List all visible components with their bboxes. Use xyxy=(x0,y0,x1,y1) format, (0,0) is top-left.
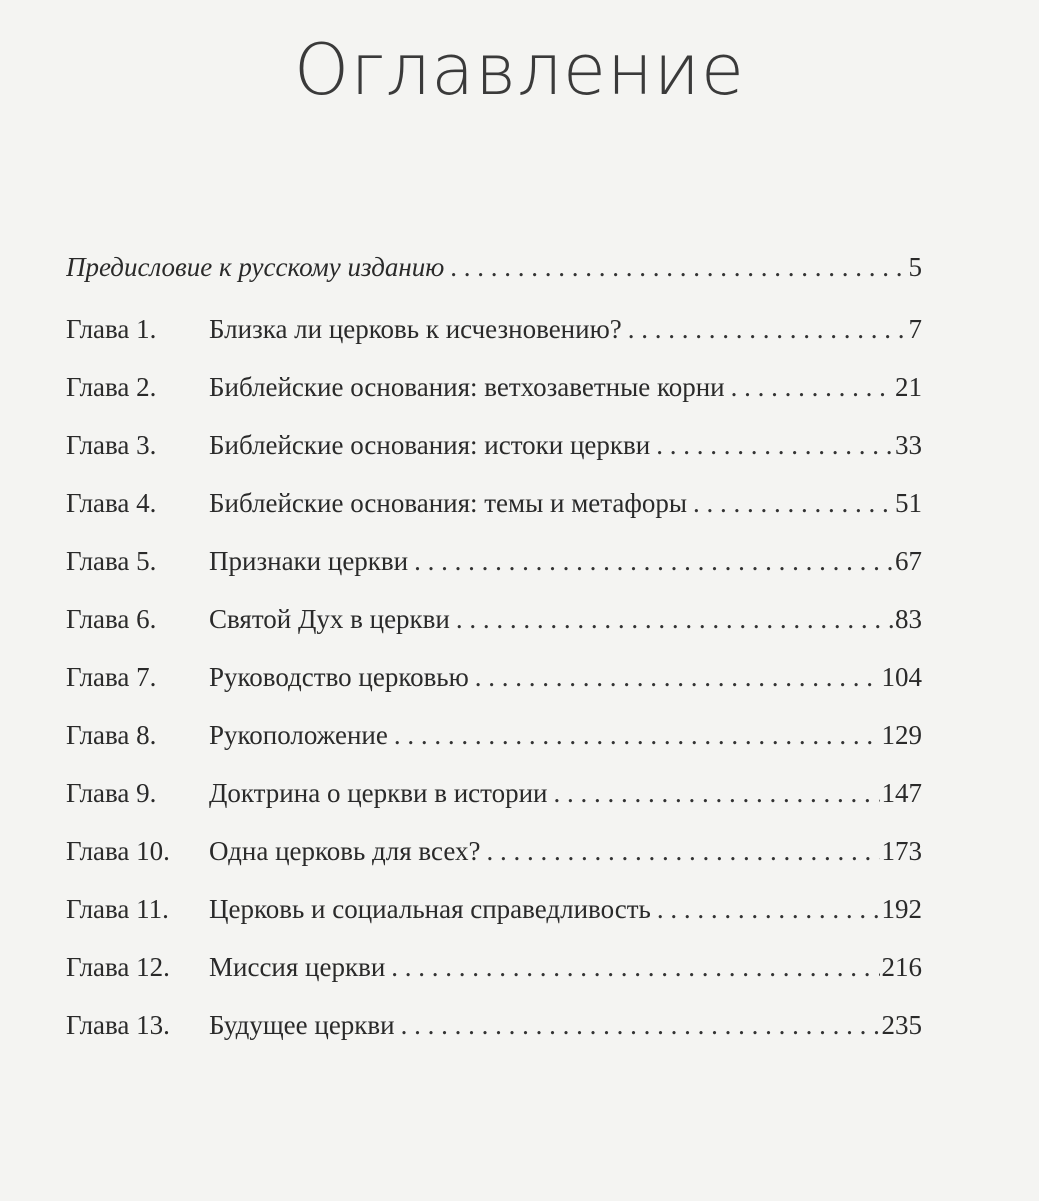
toc-entry xyxy=(66,778,922,836)
dot-leader xyxy=(553,778,879,809)
toc-entry-title: Церковь и социальная справедливость xyxy=(209,894,651,924)
toc-entry-title: Миссия церкви xyxy=(209,952,386,982)
toc-entry-title: Близка ли церковь к исчезновению? xyxy=(209,314,622,344)
toc-entry-title: Одна церковь для всех? xyxy=(209,836,481,866)
dot-leader xyxy=(656,430,893,461)
toc-entry xyxy=(66,314,922,372)
toc-entry-number: Глава 13. xyxy=(66,1010,170,1040)
toc-entry xyxy=(66,372,922,430)
table-of-contents xyxy=(66,252,922,1068)
dot-leader xyxy=(394,720,880,751)
toc-entry-page: 192 xyxy=(881,894,922,924)
dot-leader xyxy=(414,546,893,577)
toc-entry xyxy=(66,952,922,1010)
toc-entry xyxy=(66,1010,922,1068)
page-title: Оглавление xyxy=(294,29,745,111)
toc-entry-title: Библейские основания: ветхозаветные корни xyxy=(209,372,725,402)
toc-entry-title: Святой Дух в церкви xyxy=(209,604,450,634)
toc-entry-title: Руководство церковью xyxy=(209,662,469,692)
toc-entry-preface xyxy=(66,252,922,314)
toc-entry-title: Доктрина о церкви в истории xyxy=(209,778,548,808)
toc-entry-number: Глава 2. xyxy=(66,372,157,402)
toc-entry xyxy=(66,836,922,894)
dot-leader xyxy=(657,894,880,925)
toc-entry-page: 147 xyxy=(881,778,922,808)
toc-entry-number: Глава 6. xyxy=(66,604,157,634)
toc-entry xyxy=(66,894,922,952)
toc-entry xyxy=(66,720,922,778)
toc-entry-number: Глава 12. xyxy=(66,952,170,982)
toc-entry-title: Предисловие к русскому изданию xyxy=(66,252,445,282)
toc-entry-page: 104 xyxy=(881,662,922,692)
toc-entry xyxy=(66,430,922,488)
dot-leader xyxy=(401,1010,880,1041)
toc-entry-page: 5 xyxy=(908,252,922,282)
toc-entry xyxy=(66,662,922,720)
toc-entry-number: Глава 5. xyxy=(66,546,157,576)
dot-leader xyxy=(731,372,893,403)
toc-entry-number: Глава 8. xyxy=(66,720,157,750)
toc-entry-page: 7 xyxy=(908,314,922,344)
toc-entry-number: Глава 7. xyxy=(66,662,157,692)
toc-entry-title: Библейские основания: истоки церкви xyxy=(209,430,651,460)
dot-leader xyxy=(628,314,907,345)
toc-entry xyxy=(66,604,922,662)
toc-entry-page: 33 xyxy=(895,430,922,460)
toc-entry-number: Глава 9. xyxy=(66,778,157,808)
toc-entry-page: 67 xyxy=(895,546,922,576)
toc-entry-page: 21 xyxy=(895,372,922,402)
dot-leader xyxy=(693,488,893,519)
toc-entry-page: 173 xyxy=(881,836,922,866)
toc-entry-title: Признаки церкви xyxy=(209,546,409,576)
dot-leader xyxy=(456,604,893,635)
toc-entry-title: Библейские основания: темы и метафоры xyxy=(209,488,688,518)
dot-leader xyxy=(391,952,879,983)
toc-entry-page: 216 xyxy=(881,952,922,982)
toc-entry xyxy=(66,546,922,604)
toc-entry-title: Будущее церкви xyxy=(209,1010,395,1040)
toc-entry-number: Глава 3. xyxy=(66,430,157,460)
toc-entry-number: Глава 1. xyxy=(66,314,157,344)
dot-leader xyxy=(450,252,906,283)
toc-entry-number: Глава 10. xyxy=(66,836,170,866)
toc-entry-page: 235 xyxy=(881,1010,922,1040)
toc-entry-title: Рукоположение xyxy=(209,720,388,750)
toc-entry-number: Глава 4. xyxy=(66,488,157,518)
toc-entry-number: Глава 11. xyxy=(66,894,169,924)
dot-leader xyxy=(486,836,879,867)
toc-entry-page: 51 xyxy=(895,488,922,518)
toc-entry xyxy=(66,488,922,546)
dot-leader xyxy=(475,662,880,693)
toc-entry-page: 129 xyxy=(881,720,922,750)
toc-entry-page: 83 xyxy=(895,604,922,634)
